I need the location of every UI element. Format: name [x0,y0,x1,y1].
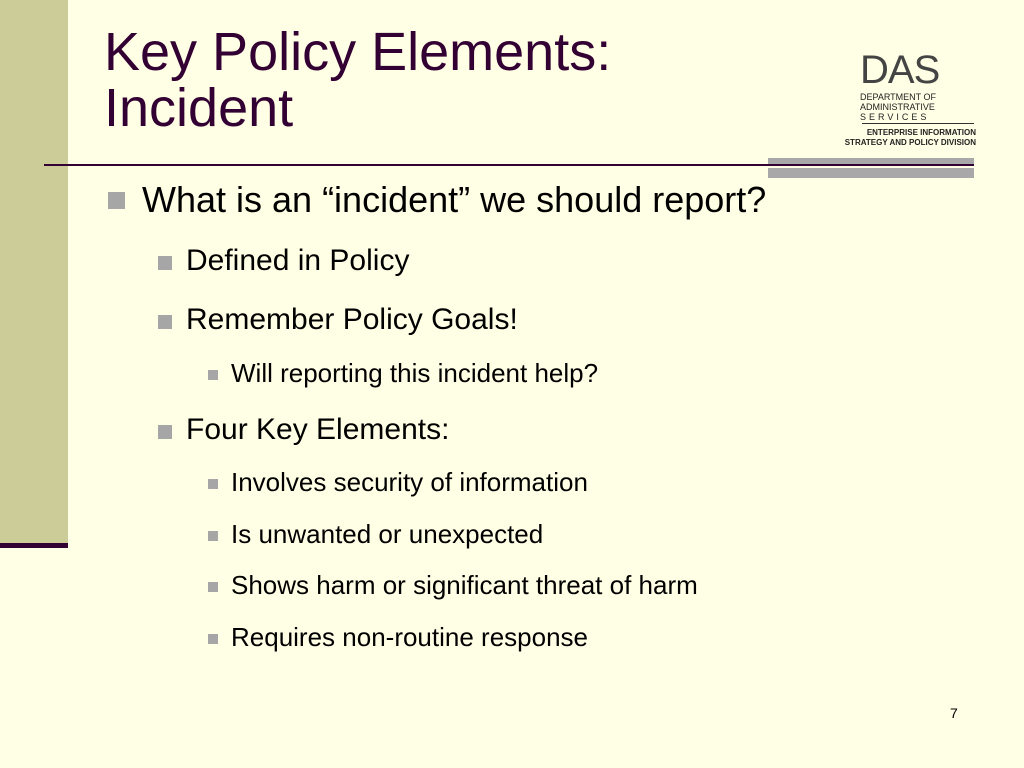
logo-divider [862,123,974,124]
page-number: 7 [950,705,958,721]
das-logo [826,50,976,150]
bullet-square-icon [158,315,172,329]
title-line-1: Key Policy Elements: [104,22,612,82]
bullet-square-icon [208,634,218,644]
left-decorative-band [0,0,68,546]
divider-stripes [768,158,974,180]
logo-subtitle-1: ENTERPRISE INFORMATION [866,128,976,137]
bullet-square-icon [158,256,172,270]
bullet-text: Remember Policy Goals! [186,303,518,336]
bullet-text: Is unwanted or unexpected [231,519,544,549]
left-accent-bar [0,543,68,548]
bullet-square-icon [208,370,218,380]
bullet-text: What is an “incident” we should report? [142,179,767,220]
bullet-square-icon [108,192,125,209]
bullet-text: Shows harm or significant threat of harm [231,570,698,600]
bullet-text: Will reporting this incident help? [231,358,599,388]
slide-title [104,24,611,136]
logo-abbreviation: DAS [860,48,940,92]
bullet-square-icon [208,531,218,541]
bullet-text: Defined in Policy [186,244,410,277]
logo-line-services: SERVICES [860,112,930,122]
logo-subtitle-2: STRATEGY AND POLICY DIVISION [844,138,976,147]
bullet-square-icon [208,479,218,489]
bullet-square-icon [208,582,218,592]
title-line-2: Incident [104,78,294,138]
logo-line-administrative: ADMINISTRATIVE [860,102,935,112]
bullet-text: Involves security of information [231,467,588,497]
bullet-square-icon [158,425,172,439]
logo-line-department: DEPARTMENT OF [860,92,937,102]
bullet-text: Requires non-routine response [231,622,588,652]
bullet-text: Four Key Elements: [186,413,450,446]
